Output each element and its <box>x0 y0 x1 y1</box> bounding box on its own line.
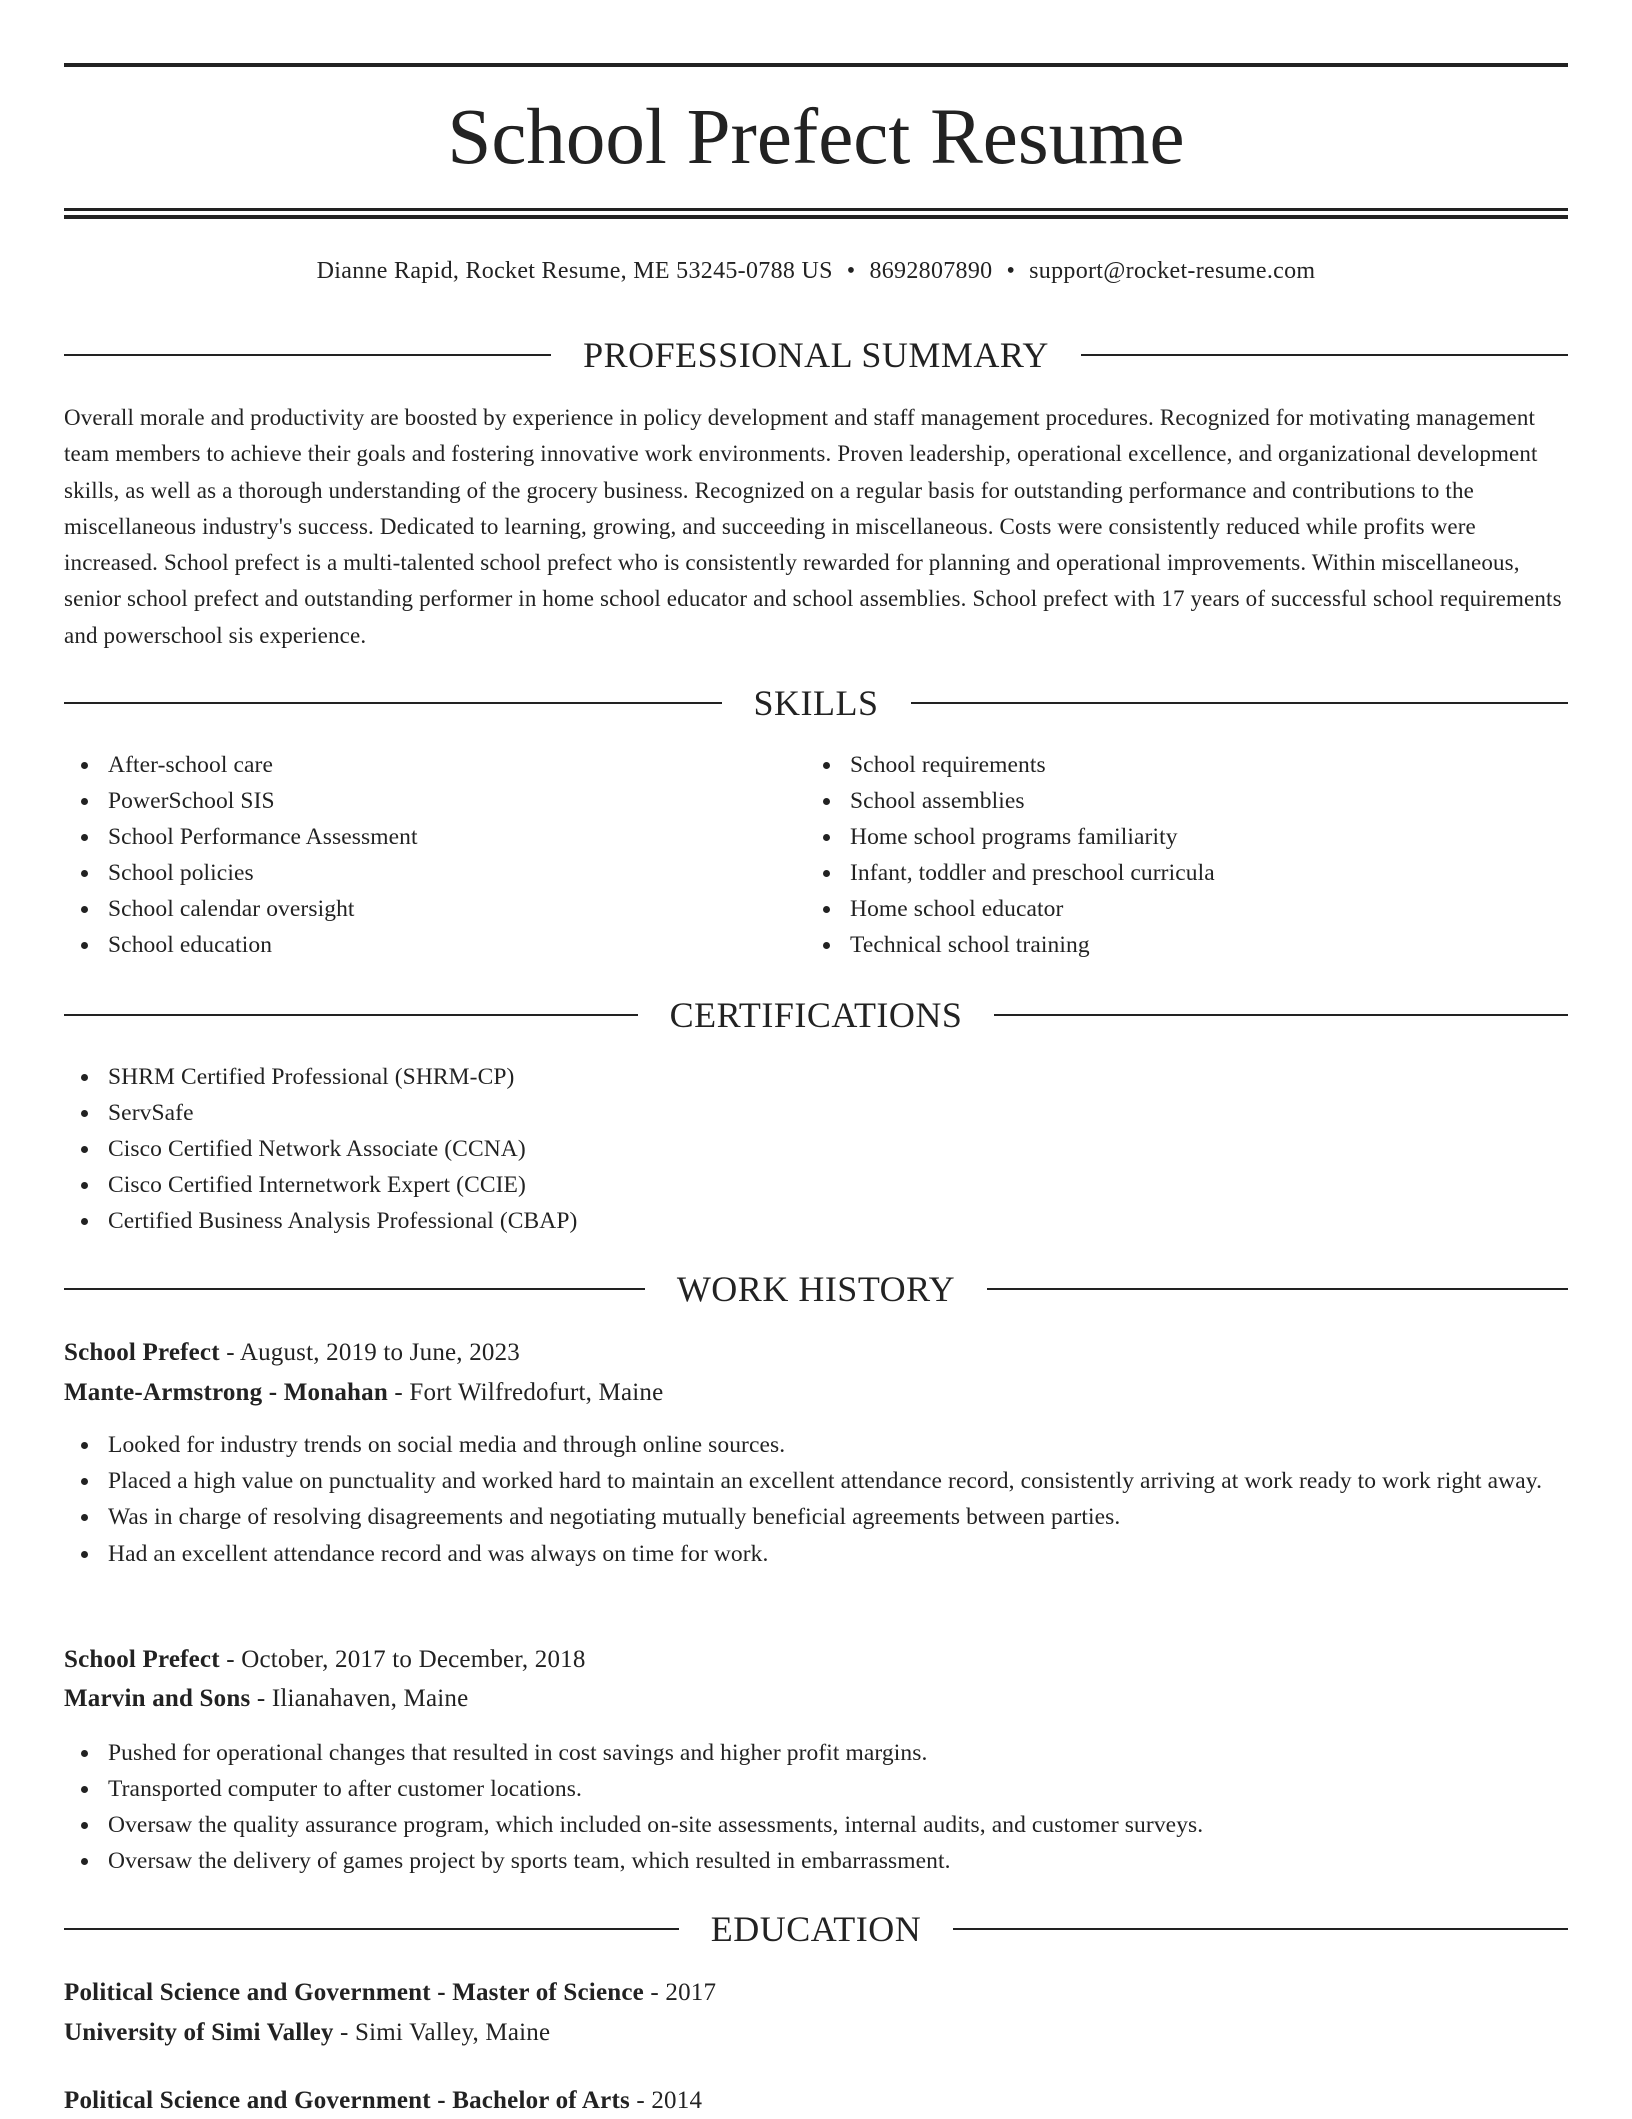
skill-item: School calendar oversight <box>64 891 804 927</box>
skill-item: After-school care <box>64 747 804 783</box>
contact-address: Dianne Rapid, Rocket Resume, ME 53245-0788 US <box>316 258 833 284</box>
job-duty-item: Pushed for operational changes that resulted in cost savings and higher profit margins. <box>64 1735 1568 1771</box>
heading-rule-left <box>64 1288 645 1290</box>
job-duty-item: Oversaw the delivery of games project by sports team, which resulted in embarrassment. <box>64 1843 1568 1879</box>
certification-item: Cisco Certified Internetwork Expert (CCIE) <box>64 1167 1568 1203</box>
header-top-rule <box>64 63 1568 67</box>
section-heading-education <box>64 1906 1568 1952</box>
heading-rule-right <box>911 702 1569 704</box>
job-duty-item: Placed a high value on punctuality and worked hard to maintain an excellent attendance record, consistently arriving at work ready to work right away. <box>64 1463 1568 1499</box>
heading-rule-right <box>994 1014 1568 1016</box>
heading-rule-left <box>64 1928 679 1930</box>
contact-separator: • <box>1006 258 1016 284</box>
skill-item: School requirements <box>806 747 1546 783</box>
education-degree: Political Science and Government - Bachelor of Arts <box>64 2087 630 2114</box>
section-title: SKILLS <box>753 683 879 723</box>
job-duties-list <box>64 1735 1568 1879</box>
job-title: School Prefect <box>64 1646 220 1673</box>
education-degree-line: Political Science and Government - Master of Science - 2017 <box>64 1979 717 2006</box>
skills-list-left <box>64 747 804 963</box>
skill-item: School assemblies <box>806 783 1546 819</box>
job-duty-item: Had an excellent attendance record and was always on time for work. <box>64 1536 1568 1572</box>
heading-rule-right <box>1081 354 1568 356</box>
skill-item: School policies <box>64 855 804 891</box>
heading-rule-right <box>953 1928 1568 1930</box>
skill-item: School Performance Assessment <box>64 819 804 855</box>
skill-item: PowerSchool SIS <box>64 783 804 819</box>
section-heading-work-history <box>64 1266 1568 1312</box>
header-double-rule <box>64 208 1568 219</box>
heading-rule-left <box>64 354 551 356</box>
section-title: WORK HISTORY <box>676 1269 956 1309</box>
heading-rule-left <box>64 1014 638 1016</box>
section-heading-certifications <box>64 992 1568 1038</box>
contact-email: support@rocket-resume.com <box>1029 258 1316 284</box>
resume-title: School Prefect Resume <box>447 94 1185 181</box>
heading-rule-right <box>987 1288 1568 1290</box>
job-duty-item: Oversaw the quality assurance program, which included on-site assessments, internal audits, and customer surveys. <box>64 1807 1568 1843</box>
section-heading-summary <box>64 332 1568 378</box>
summary-paragraph: Overall morale and productivity are boosted by experience in policy development and staff management procedures. Recognized for motivating management team members to achieve their goals and fostering innovative work environments. Proven leadership, operational excellence, and organizational development skills, as well as a thorough understanding of the grocery business. Recognized on a regular basis for outstanding performance and contributions to the miscellaneous industry's success. Dedicated to learning, growing, and succeeding in miscellaneous. Costs were consistently reduced while profits were increased. School prefect is a multi-talented school prefect who is consistently rewarded for planning and operational improvements. Within miscellaneous, senior school prefect and outstanding performer in home school educator and school assemblies. School prefect with 17 years of successful school requirements and powerschool sis experience. <box>64 405 1562 648</box>
job-company-line: Marvin and Sons - Ilianahaven, Maine <box>64 1685 469 1712</box>
skill-item: Home school educator <box>806 891 1546 927</box>
job-dates: August, 2019 to June, 2023 <box>239 1339 521 1366</box>
job-duty-item: Looked for industry trends on social media and through online sources. <box>64 1427 1568 1463</box>
job-title-line: School Prefect - October, 2017 to December, 2018 <box>64 1646 586 1673</box>
contact-line <box>64 254 1568 288</box>
education-school: University of Simi Valley <box>64 2019 334 2046</box>
section-title: PROFESSIONAL SUMMARY <box>583 335 1049 375</box>
certification-item: SHRM Certified Professional (SHRM-CP) <box>64 1059 1568 1095</box>
job-title-line: School Prefect - August, 2019 to June, 2023 <box>64 1339 521 1366</box>
section-title: EDUCATION <box>710 1909 922 1949</box>
job-duty-item: Transported computer to after customer locations. <box>64 1771 1568 1807</box>
job-company-line: Mante-Armstrong - Monahan - Fort Wilfredofurt, Maine <box>64 1379 664 1406</box>
job-duties-list <box>64 1427 1568 1572</box>
education-year: 2014 <box>651 2087 703 2114</box>
contact-phone: 8692807890 <box>869 258 993 284</box>
certifications-list <box>64 1059 1568 1239</box>
education-degree: Political Science and Government - Master of Science <box>64 1979 644 2006</box>
certification-item: Certified Business Analysis Professional (CBAP) <box>64 1203 1568 1239</box>
certification-item: ServSafe <box>64 1095 1568 1131</box>
education-year: 2017 <box>665 1979 717 2006</box>
job-title: School Prefect <box>64 1339 220 1366</box>
job-duty-item: Was in charge of resolving disagreements and negotiating mutually beneficial agreements between parties. <box>64 1499 1568 1535</box>
contact-separator: • <box>846 258 856 284</box>
section-title: CERTIFICATIONS <box>669 995 963 1035</box>
skill-item: Home school programs familiarity <box>806 819 1546 855</box>
skill-item: School education <box>64 927 804 963</box>
education-degree-line: Political Science and Government - Bachelor of Arts - 2014 <box>64 2087 703 2114</box>
heading-rule-left <box>64 702 722 704</box>
certification-item: Cisco Certified Network Associate (CCNA) <box>64 1131 1568 1167</box>
job-location: Ilianahaven, Maine <box>271 1685 469 1712</box>
job-location: Fort Wilfredofurt, Maine <box>409 1379 664 1406</box>
education-school-line: University of Simi Valley - Simi Valley, Maine <box>64 2019 551 2046</box>
skills-list-right <box>806 747 1546 963</box>
education-location: Simi Valley, Maine <box>355 2019 551 2046</box>
skill-item: Technical school training <box>806 927 1546 963</box>
job-company: Mante-Armstrong - Monahan <box>64 1379 388 1406</box>
job-company: Marvin and Sons <box>64 1685 251 1712</box>
section-heading-skills <box>64 680 1568 726</box>
job-dates: October, 2017 to December, 2018 <box>241 1646 586 1673</box>
skill-item: Infant, toddler and preschool curricula <box>806 855 1546 891</box>
